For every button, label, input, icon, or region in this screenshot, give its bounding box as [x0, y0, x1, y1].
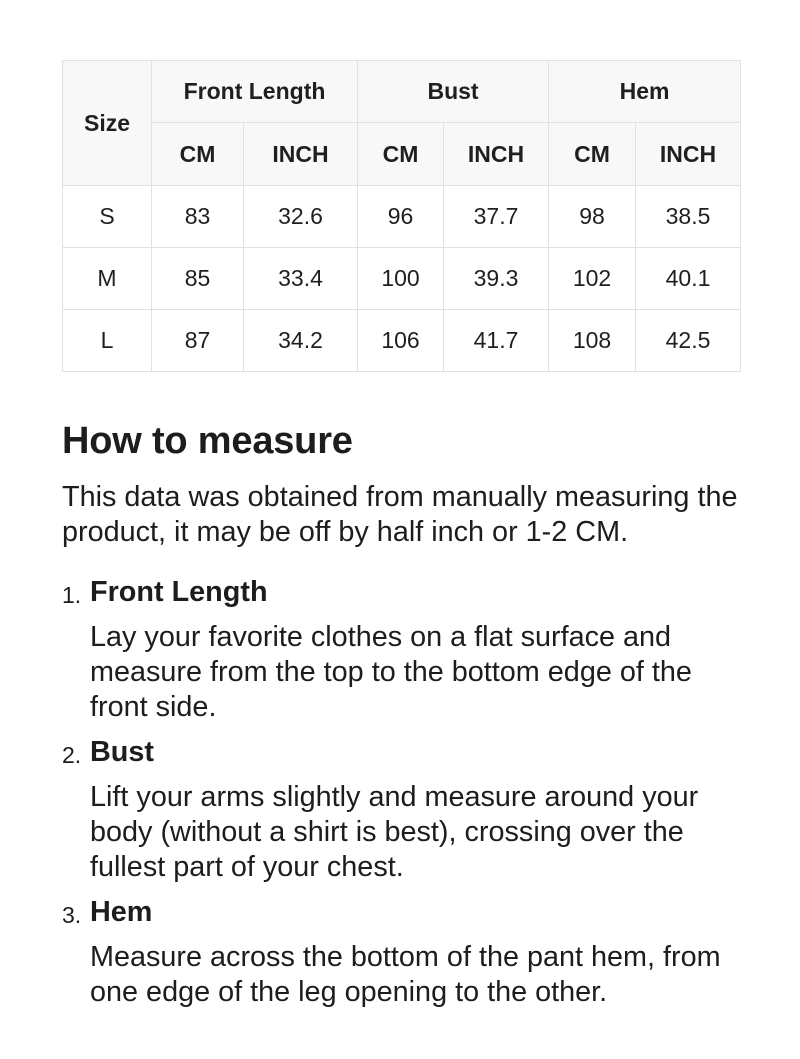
size-chart-table	[62, 60, 741, 372]
size-chart-header-size: Size	[63, 61, 152, 186]
step-body	[90, 895, 740, 1010]
size-chart-group-header-row	[63, 61, 741, 123]
step-number: 3.	[62, 901, 82, 928]
step-description: Lift your arms slightly and measure around your body (without a shirt is best), crossing over the fullest part of your chest.	[90, 780, 699, 883]
size-chart-header-bust: Bust	[358, 61, 549, 123]
value-cell: 87	[152, 310, 244, 372]
value-cell: 106	[358, 310, 444, 372]
value-cell: 108	[549, 310, 636, 372]
measure-step-hem	[62, 895, 744, 1010]
value-cell: 32.6	[244, 186, 358, 248]
size-cell: M	[63, 248, 152, 310]
value-cell: 39.3	[444, 248, 549, 310]
size-chart-header-front-length: Front Length	[152, 61, 358, 123]
size-chart-row-m	[63, 248, 741, 310]
value-cell: 96	[358, 186, 444, 248]
how-to-measure-title: How to measure	[62, 420, 353, 462]
measure-step-bust	[62, 735, 744, 885]
step-body	[90, 575, 740, 725]
value-cell: 38.5	[636, 186, 741, 248]
unit-header-cm: CM	[358, 123, 444, 186]
value-cell: 41.7	[444, 310, 549, 372]
step-number: 1.	[62, 581, 82, 608]
value-cell: 33.4	[244, 248, 358, 310]
unit-header-cm: CM	[152, 123, 244, 186]
step-title: Bust	[90, 735, 154, 768]
step-description: Lay your favorite clothes on a flat surface and measure from the top to the bottom edge of the front side.	[90, 620, 692, 723]
unit-header-cm: CM	[549, 123, 636, 186]
size-chart-row-s	[63, 186, 741, 248]
measure-step-front-length	[62, 575, 744, 725]
size-cell: S	[63, 186, 152, 248]
step-body	[90, 735, 740, 885]
size-cell: L	[63, 310, 152, 372]
value-cell: 37.7	[444, 186, 549, 248]
step-title: Front Length	[90, 575, 268, 608]
measure-steps-list	[62, 575, 744, 1010]
value-cell: 83	[152, 186, 244, 248]
step-number: 2.	[62, 741, 82, 768]
value-cell: 42.5	[636, 310, 741, 372]
value-cell: 40.1	[636, 248, 741, 310]
size-chart-row-l	[63, 310, 741, 372]
how-to-measure-intro: This data was obtained from manually measuring the product, it may be off by half inch or 1-2 CM.	[62, 480, 738, 548]
value-cell: 85	[152, 248, 244, 310]
unit-header-inch: INCH	[636, 123, 741, 186]
value-cell: 102	[549, 248, 636, 310]
step-title: Hem	[90, 895, 153, 928]
value-cell: 100	[358, 248, 444, 310]
size-chart-unit-header-row	[63, 123, 741, 186]
unit-header-inch: INCH	[244, 123, 358, 186]
step-description: Measure across the bottom of the pant hem, from one edge of the leg opening to the other.	[90, 940, 721, 1008]
value-cell: 98	[549, 186, 636, 248]
value-cell: 34.2	[244, 310, 358, 372]
size-chart-header-hem: Hem	[549, 61, 741, 123]
unit-header-inch: INCH	[444, 123, 549, 186]
